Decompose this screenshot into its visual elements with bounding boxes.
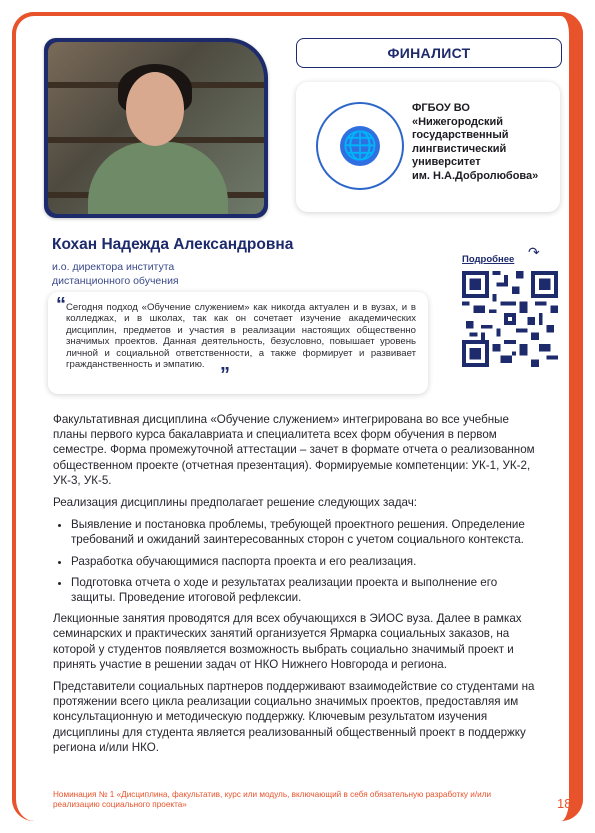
paragraph: Факультативная дисциплина «Обучение служением» интегрирована во все учебные планы первого курса бакалавриата и специалитета всех форм обучения в первом семестре. Форма промежуточной аттестации – зачет в формате отчета о реализованном общественном проекте (отчетная презентация). Формируемые компетенции: УК-1, УК-2, УК-3, УК-5.: [53, 413, 535, 487]
open-quote-icon: “: [56, 294, 66, 316]
list-item: • Разработка обучающимися паспорта проекта и его реализация.: [71, 554, 543, 569]
globe-icon: 🌐: [342, 130, 378, 161]
university-name: ФГБОУ ВО «Нижегородский государственный лингвистический университет им. Н.А.Добролюбова»: [412, 102, 539, 182]
main-text: [53, 412, 543, 762]
person-name: Кохан Надежда Александровна: [52, 236, 294, 253]
portrait-photo: [48, 42, 264, 214]
quote-card: [48, 292, 428, 394]
list-item: • Выявление и постановка проблемы, требующей проектного решения. Определение требований и ожиданий заинтересованных сторон с учетом социального контекста.: [71, 517, 543, 547]
paragraph: Реализация дисциплины предполагает решение следующих задач:: [53, 496, 417, 510]
task-list: [53, 517, 543, 605]
finalist-badge: ФИНАЛИСТ: [296, 38, 562, 68]
curved-arrow-icon: ↷: [528, 244, 540, 260]
paragraph: Лекционные занятия проводятся для всех обучающихся в ЭИОС вуза. Далее в рамках семинарских и практических занятий организуется Ярмарка социальных заказов, на которой у студентов появляется возможность выбрать социально значимый проект и принять участие в решении задач от НКО Нижнего Новгорода и региона.: [53, 612, 522, 671]
portrait-frame: [44, 38, 268, 218]
list-item: • Подготовка отчета о ходе и результатах реализации проекта и выполнение его защиты. Проведение итоговой рефлексии.: [71, 575, 543, 605]
person-role: и.о. директора института дистанционного обучения: [52, 261, 179, 287]
university-card: [296, 82, 560, 212]
more-link[interactable]: Подробнее: [462, 254, 515, 265]
nomination-footer: Номинация № 1 «Дисциплина, факультатив, курс или модуль, включающий в себя обязательную разработку и/или реализацию социального проекта»: [53, 790, 492, 809]
qr-code[interactable]: [462, 271, 558, 367]
university-logo: [312, 98, 408, 194]
paragraph: Представители социальных партнеров поддерживают взаимодействие со студентами на протяжении всего цикла реализации социально значимых проектов, предоставляя им консультационную и методическую поддержку. Ключевым результатом изучения дисциплины для студента является реализованный общественный проект в поддержку региона и/или НКО.: [53, 680, 535, 754]
close-quote-icon: ”: [220, 364, 230, 386]
page-number: 18: [557, 796, 572, 811]
quote-text: Сегодня подход «Обучение служением» как никогда актуален и в вузах, и в колледжах, и в школах, так как он сочетает изучение академических дисциплин, предметов и участия в реализации настоящих общественно значимых проектов. Данная деятельность, безусловно, повышает уровень личной и социальной ответственности, а также формирует и развивает гражданственность и эмпатию.: [66, 302, 416, 371]
